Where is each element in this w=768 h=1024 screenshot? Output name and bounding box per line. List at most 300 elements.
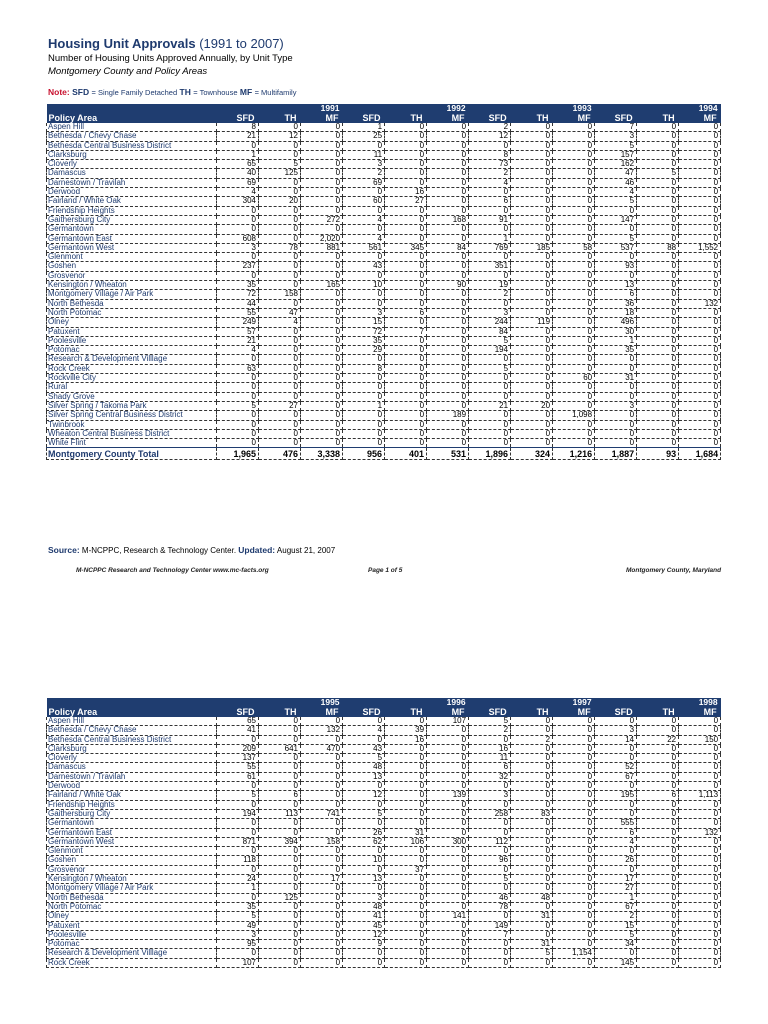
table-row — [47, 949, 721, 958]
unit-count: 1,113 — [679, 791, 721, 800]
unit-count: 0 — [385, 429, 427, 438]
unit-count: 0 — [385, 215, 427, 224]
unit-count: 0 — [301, 949, 343, 958]
unit-count: 0 — [553, 308, 595, 317]
unit-count: 0 — [511, 865, 553, 874]
unit-count: 2 — [469, 123, 511, 132]
unit-count: 0 — [343, 420, 385, 429]
unit-count: 20 — [511, 401, 553, 410]
updated-label: Updated — [238, 545, 273, 555]
unit-count: 0 — [427, 150, 469, 159]
unit-count: 90 — [427, 281, 469, 290]
unit-count: 300 — [427, 837, 469, 846]
unit-count: 0 — [511, 856, 553, 865]
unit-count: 0 — [469, 884, 511, 893]
unit-count: 0 — [385, 782, 427, 791]
unit-count: 1,154 — [553, 949, 595, 958]
unit-count: 48 — [343, 763, 385, 772]
unit-count: 0 — [427, 308, 469, 317]
unit-type-header: SFD — [469, 113, 511, 123]
unit-count: 0 — [259, 782, 301, 791]
unit-count: 0 — [469, 940, 511, 949]
unit-count: 4 — [343, 726, 385, 735]
unit-count: 107 — [427, 717, 469, 726]
unit-count: 83 — [511, 809, 553, 818]
unit-count: 5 — [469, 336, 511, 345]
unit-count: 5 — [595, 930, 637, 939]
unit-count: 0 — [217, 420, 259, 429]
unit-count: 0 — [385, 930, 427, 939]
unit-count: 0 — [427, 949, 469, 958]
unit-count: 0 — [679, 420, 721, 429]
policy-area-name: Germantown West — [47, 243, 217, 252]
unit-count: 0 — [343, 383, 385, 392]
policy-area-name: Kensington / Wheaton — [47, 875, 217, 884]
unit-count: 555 — [595, 819, 637, 828]
unit-count: 0 — [679, 178, 721, 187]
unit-count: 3 — [595, 726, 637, 735]
unit-count: 195 — [595, 791, 637, 800]
unit-count: 0 — [595, 439, 637, 448]
unit-count: 0 — [217, 206, 259, 215]
unit-count: 0 — [469, 206, 511, 215]
unit-count: 0 — [301, 902, 343, 911]
unit-count: 237 — [217, 262, 259, 271]
unit-count: 112 — [469, 837, 511, 846]
unit-count: 0 — [343, 865, 385, 874]
policy-area-name: North Bethesda — [47, 299, 217, 308]
unit-count: 0 — [301, 150, 343, 159]
unit-count: 27 — [385, 197, 427, 206]
table-row — [47, 327, 721, 336]
unit-type-header: MF — [427, 707, 469, 717]
unit-count: 0 — [259, 828, 301, 837]
unit-count: 0 — [385, 875, 427, 884]
unit-count: 0 — [385, 234, 427, 243]
unit-count: 78 — [469, 902, 511, 911]
unit-count: 0 — [343, 290, 385, 299]
unit-count: 21 — [217, 132, 259, 141]
unit-count: 0 — [427, 744, 469, 753]
unit-count: 194 — [217, 809, 259, 818]
unit-count: 0 — [553, 123, 595, 132]
unit-count: 0 — [301, 401, 343, 410]
unit-count: 0 — [301, 735, 343, 744]
unit-count: 0 — [553, 744, 595, 753]
footer-county: Montgomery County, Maryland — [626, 567, 722, 574]
unit-count: 0 — [217, 800, 259, 809]
unit-count: 0 — [679, 439, 721, 448]
unit-count: 0 — [679, 336, 721, 345]
table-row — [47, 921, 721, 930]
report-subtitle: Number of Housing Units Approved Annually, by Unit Type — [48, 53, 293, 64]
policy-area-name: Friendship Heights — [47, 206, 217, 215]
unit-count: 0 — [637, 308, 679, 317]
table-row — [47, 735, 721, 744]
table-row — [47, 262, 721, 271]
unit-count: 0 — [259, 940, 301, 949]
unit-count: 0 — [637, 754, 679, 763]
table-row — [47, 930, 721, 939]
total-count: 93 — [637, 448, 679, 460]
unit-count: 0 — [259, 188, 301, 197]
table-row — [47, 392, 721, 401]
unit-count: 0 — [469, 374, 511, 383]
unit-count: 19 — [469, 281, 511, 290]
unit-count: 0 — [217, 271, 259, 280]
unit-count: 0 — [343, 271, 385, 280]
unit-count: 0 — [259, 819, 301, 828]
policy-area-name: Twinbrook — [47, 420, 217, 429]
table-row — [47, 290, 721, 299]
table-row — [47, 355, 721, 364]
table-row — [47, 856, 721, 865]
table-row — [47, 865, 721, 874]
unit-count: 14 — [595, 735, 637, 744]
policy-area-name: Clarksburg — [47, 744, 217, 753]
unit-count: 0 — [301, 893, 343, 902]
unit-count: 0 — [217, 819, 259, 828]
unit-count: 0 — [637, 819, 679, 828]
unit-count: 55 — [217, 308, 259, 317]
unit-count: 0 — [679, 949, 721, 958]
unit-count: 0 — [301, 717, 343, 726]
unit-count: 25 — [343, 132, 385, 141]
unit-count: 0 — [385, 800, 427, 809]
unit-count: 0 — [427, 178, 469, 187]
unit-count: 0 — [637, 772, 679, 781]
unit-count: 106 — [385, 837, 427, 846]
unit-count: 24 — [217, 875, 259, 884]
unit-count: 0 — [637, 318, 679, 327]
unit-count: 0 — [637, 930, 679, 939]
unit-count: 2 — [469, 290, 511, 299]
unit-count: 0 — [217, 865, 259, 874]
unit-count: 0 — [385, 206, 427, 215]
unit-count: 0 — [217, 949, 259, 958]
unit-count: 0 — [679, 123, 721, 132]
unit-count: 5 — [217, 401, 259, 410]
unit-type-header: MF — [553, 113, 595, 123]
unit-count: 0 — [427, 253, 469, 262]
unit-count: 0 — [679, 197, 721, 206]
unit-count: 189 — [427, 411, 469, 420]
unit-count: 0 — [343, 847, 385, 856]
unit-count: 5 — [217, 912, 259, 921]
unit-count: 0 — [217, 893, 259, 902]
unit-count: 0 — [679, 262, 721, 271]
unit-count: 0 — [469, 735, 511, 744]
unit-count: 0 — [427, 132, 469, 141]
unit-count: 0 — [301, 188, 343, 197]
unit-count: 0 — [553, 364, 595, 373]
unit-count: 0 — [637, 439, 679, 448]
policy-area-name: Glenmont — [47, 847, 217, 856]
unit-count: 0 — [301, 754, 343, 763]
unit-count: 31 — [385, 828, 427, 837]
unit-count: 67 — [595, 902, 637, 911]
unit-count: 0 — [301, 308, 343, 317]
policy-area-name: Patuxent — [47, 327, 217, 336]
unit-count: 0 — [679, 958, 721, 967]
unit-count: 0 — [301, 800, 343, 809]
unit-count: 0 — [553, 299, 595, 308]
unit-count: 0 — [385, 411, 427, 420]
unit-count: 0 — [637, 327, 679, 336]
unit-count: 0 — [217, 782, 259, 791]
unit-count: 0 — [679, 940, 721, 949]
unit-count: 0 — [553, 875, 595, 884]
unit-count: 0 — [553, 763, 595, 772]
unit-count: 30 — [595, 327, 637, 336]
unit-count: 0 — [553, 327, 595, 336]
unit-count: 11 — [343, 150, 385, 159]
unit-count: 0 — [553, 150, 595, 159]
unit-count: 0 — [679, 411, 721, 420]
unit-count: 0 — [217, 253, 259, 262]
unit-count: 0 — [427, 225, 469, 234]
unit-count: 0 — [301, 271, 343, 280]
unit-count: 0 — [385, 253, 427, 262]
unit-type-header: SFD — [595, 113, 637, 123]
unit-count: 6 — [469, 763, 511, 772]
policy-area-name: Research & Development Villlage — [47, 355, 217, 364]
unit-count: 16 — [385, 735, 427, 744]
unit-count: 4 — [343, 234, 385, 243]
unit-count: 0 — [385, 754, 427, 763]
unit-type-header: MF — [427, 113, 469, 123]
unit-count: 0 — [679, 383, 721, 392]
title-range: (1991 to 2007) — [195, 36, 284, 51]
unit-count: 0 — [637, 856, 679, 865]
unit-count: 0 — [385, 364, 427, 373]
unit-count: 0 — [259, 717, 301, 726]
unit-count: 158 — [301, 837, 343, 846]
unit-count: 0 — [217, 355, 259, 364]
unit-count: 0 — [301, 141, 343, 150]
unit-count: 0 — [301, 383, 343, 392]
unit-count: 641 — [259, 744, 301, 753]
unit-count: 0 — [511, 828, 553, 837]
unit-count: 0 — [511, 215, 553, 224]
unit-count: 0 — [553, 930, 595, 939]
unit-count: 40 — [217, 169, 259, 178]
unit-count: 0 — [469, 392, 511, 401]
unit-count: 0 — [637, 262, 679, 271]
unit-count: 345 — [385, 243, 427, 252]
unit-count: 0 — [511, 346, 553, 355]
policy-area-name: Goshen — [47, 856, 217, 865]
unit-count: 5 — [469, 717, 511, 726]
unit-count: 0 — [511, 262, 553, 271]
unit-count: 0 — [511, 754, 553, 763]
unit-count: 12 — [259, 132, 301, 141]
year-header: 1994 — [595, 104, 721, 113]
unit-count: 0 — [553, 392, 595, 401]
unit-count: 0 — [217, 429, 259, 438]
unit-count: 35 — [343, 336, 385, 345]
year-header-blank — [47, 698, 217, 707]
table-row — [47, 197, 721, 206]
unit-count: 0 — [595, 383, 637, 392]
unit-count: 0 — [553, 912, 595, 921]
unit-count: 194 — [469, 346, 511, 355]
unit-count: 0 — [595, 271, 637, 280]
unit-count: 0 — [679, 893, 721, 902]
table-row — [47, 912, 721, 921]
unit-count: 16 — [469, 744, 511, 753]
unit-count: 0 — [343, 884, 385, 893]
unit-count: 39 — [385, 726, 427, 735]
table-row — [47, 837, 721, 846]
policy-area-name: Potomac — [47, 346, 217, 355]
unit-count: 0 — [427, 401, 469, 410]
unit-count: 1 — [595, 336, 637, 345]
unit-count: 0 — [511, 271, 553, 280]
unit-count: 0 — [553, 281, 595, 290]
unit-count: 0 — [679, 374, 721, 383]
unit-count: 0 — [385, 290, 427, 299]
table-row — [47, 847, 721, 856]
unit-count: 0 — [553, 735, 595, 744]
unit-count: 57 — [217, 327, 259, 336]
unit-count: 0 — [637, 374, 679, 383]
unit-count: 0 — [259, 912, 301, 921]
unit-count: 0 — [385, 949, 427, 958]
unit-count: 0 — [553, 772, 595, 781]
unit-count: 0 — [301, 772, 343, 781]
unit-count: 0 — [427, 800, 469, 809]
unit-count: 27 — [595, 884, 637, 893]
unit-count: 249 — [217, 318, 259, 327]
unit-count: 0 — [679, 234, 721, 243]
unit-count: 113 — [259, 809, 301, 818]
unit-count: 0 — [679, 271, 721, 280]
unit-count: 0 — [553, 318, 595, 327]
unit-count: 15 — [343, 318, 385, 327]
unit-count: 0 — [553, 132, 595, 141]
table-row — [47, 253, 721, 262]
table-row — [47, 940, 721, 949]
unit-count: 7 — [385, 327, 427, 336]
unit-count: 0 — [469, 819, 511, 828]
unit-count: 0 — [343, 439, 385, 448]
total-count: 3,338 — [301, 448, 343, 460]
unit-count: 16 — [385, 188, 427, 197]
unit-count: 0 — [469, 383, 511, 392]
unit-count: 55 — [217, 763, 259, 772]
unit-count: 0 — [427, 726, 469, 735]
unit-count: 0 — [259, 271, 301, 280]
unit-count: 0 — [511, 132, 553, 141]
table-row — [47, 364, 721, 373]
unit-count: 67 — [595, 772, 637, 781]
unit-count: 0 — [637, 215, 679, 224]
unit-count: 0 — [301, 420, 343, 429]
unit-count: 3 — [217, 243, 259, 252]
unit-count: 13 — [595, 281, 637, 290]
unit-count: 0 — [343, 949, 385, 958]
unit-count: 0 — [259, 800, 301, 809]
unit-type-header: SFD — [343, 113, 385, 123]
table-row — [47, 401, 721, 410]
unit-count: 0 — [427, 234, 469, 243]
unit-count: 0 — [595, 253, 637, 262]
unit-count: 0 — [679, 160, 721, 169]
unit-count: 165 — [301, 281, 343, 290]
unit-count: 0 — [595, 865, 637, 874]
unit-count: 0 — [259, 958, 301, 967]
unit-count: 93 — [595, 262, 637, 271]
unit-count: 0 — [553, 160, 595, 169]
policy-area-header: Policy Area — [47, 113, 217, 123]
table-row — [47, 383, 721, 392]
unit-count: 0 — [637, 875, 679, 884]
unit-count: 0 — [637, 253, 679, 262]
unit-count: 0 — [385, 281, 427, 290]
unit-count: 0 — [511, 383, 553, 392]
unit-count: 0 — [301, 921, 343, 930]
unit-count: 0 — [553, 893, 595, 902]
unit-count: 78 — [259, 243, 301, 252]
unit-count: 0 — [385, 912, 427, 921]
unit-count: 0 — [469, 429, 511, 438]
unit-count: 2 — [469, 726, 511, 735]
unit-count: 0 — [553, 383, 595, 392]
unit-count: 0 — [385, 318, 427, 327]
table-row — [47, 717, 721, 726]
unit-count: 0 — [301, 856, 343, 865]
unit-count: 0 — [385, 123, 427, 132]
unit-count: 0 — [469, 958, 511, 967]
unit-count: 0 — [595, 206, 637, 215]
unit-count: 2,020 — [301, 234, 343, 243]
year-header: 1991 — [217, 104, 343, 113]
year-header: 1996 — [343, 698, 469, 707]
unit-count: 0 — [595, 744, 637, 753]
unit-count: 0 — [679, 429, 721, 438]
unit-count: 17 — [301, 875, 343, 884]
unit-count: 107 — [217, 958, 259, 967]
unit-count: 0 — [595, 225, 637, 234]
unit-count: 0 — [553, 346, 595, 355]
policy-area-name: Gaithersburg City — [47, 809, 217, 818]
unit-count: 3 — [469, 791, 511, 800]
unit-count: 0 — [511, 744, 553, 753]
unit-count: 6 — [595, 828, 637, 837]
unit-count: 91 — [469, 215, 511, 224]
unit-count: 0 — [427, 141, 469, 150]
unit-count: 168 — [427, 215, 469, 224]
policy-area-name: Poolesville — [47, 336, 217, 345]
unit-count: 0 — [343, 206, 385, 215]
policy-area-name: Grosvenor — [47, 865, 217, 874]
unit-count: 2 — [595, 912, 637, 921]
unit-count: 0 — [595, 847, 637, 856]
unit-count: 0 — [679, 930, 721, 939]
unit-count: 0 — [469, 949, 511, 958]
table-row — [47, 828, 721, 837]
unit-count: 0 — [259, 411, 301, 420]
table-row — [47, 819, 721, 828]
policy-area-name: Derwood — [47, 782, 217, 791]
unit-count: 10 — [343, 281, 385, 290]
table-row — [47, 123, 721, 132]
unit-count: 0 — [637, 958, 679, 967]
unit-count: 62 — [343, 837, 385, 846]
unit-count: 0 — [301, 364, 343, 373]
unit-count: 0 — [385, 893, 427, 902]
